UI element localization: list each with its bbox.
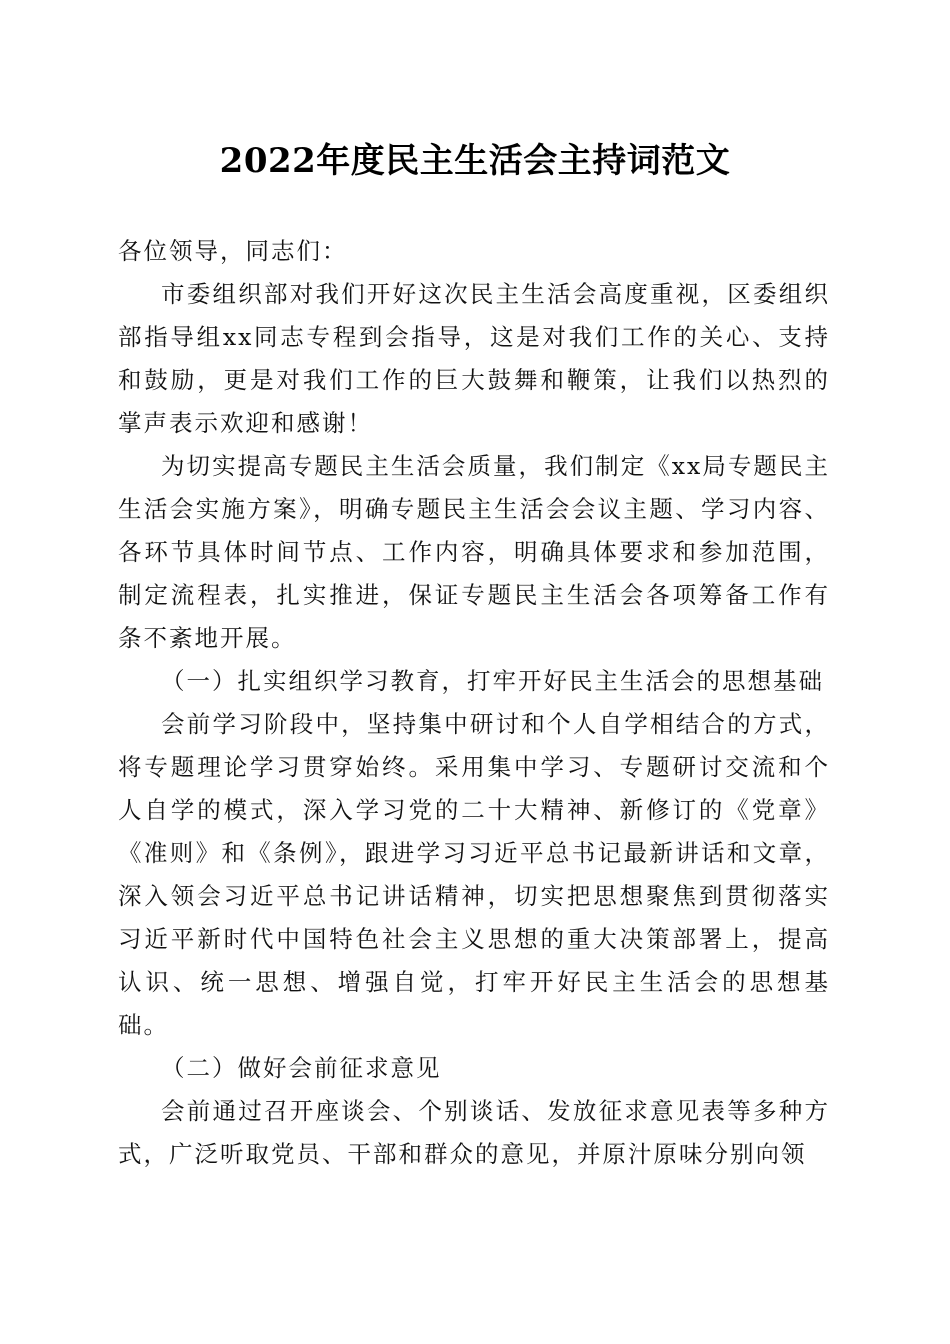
section-heading-opinions: （二）做好会前征求意见 bbox=[161, 1054, 442, 1082]
salutation: 各位领导，同志们： bbox=[118, 237, 348, 265]
document-title: 2022年度民主生活会主持词范文 bbox=[219, 141, 731, 181]
paragraph-welcome: 市委组织部对我们开好这次民主生活会高度重视，区委组织部指导组xx同志专程到会指导，这是对我们工作的关心、支持和鼓励，更是对我们工作的巨大鼓舞和鞭策，让我们以热烈的掌声表示欢迎和感谢！ bbox=[118, 280, 830, 437]
section-body-opinions: 会前通过召开座谈会、个别谈话、发放征求意见表等多种方式，广泛听取党员、干部和群众的意见，并原汁原味分别向领 bbox=[118, 1097, 830, 1168]
document-body bbox=[118, 230, 830, 1176]
paragraph-preparation: 为切实提高专题民主生活会质量，我们制定《xx局专题民主生活会实施方案》，明确专题民主生活会会议主题、学习内容、各环节具体时间节点、工作内容，明确具体要求和参加范围，制定流程表，扎实推进，保证专题民主生活会各项筹备工作有条不紊地开展。 bbox=[118, 452, 830, 652]
section-body-study: 会前学习阶段中，坚持集中研讨和个人自学相结合的方式，将专题理论学习贯穿始终。采用集中学习、专题研讨交流和个人自学的模式，深入学习党的二十大精神、新修订的《党章》《准则》和《条例》，跟进学习习近平总书记最新讲话和文章，深入领会习近平总书记讲话精神，切实把思想聚焦到贯彻落实习近平新时代中国特色社会主义思想的重大决策部署上，提高认识、统一思想、增强自觉，打牢开好民主生活会的思想基础。 bbox=[118, 710, 830, 1039]
section-heading-study: （一）扎实组织学习教育，打牢开好民主生活会的思想基础 bbox=[161, 667, 824, 695]
